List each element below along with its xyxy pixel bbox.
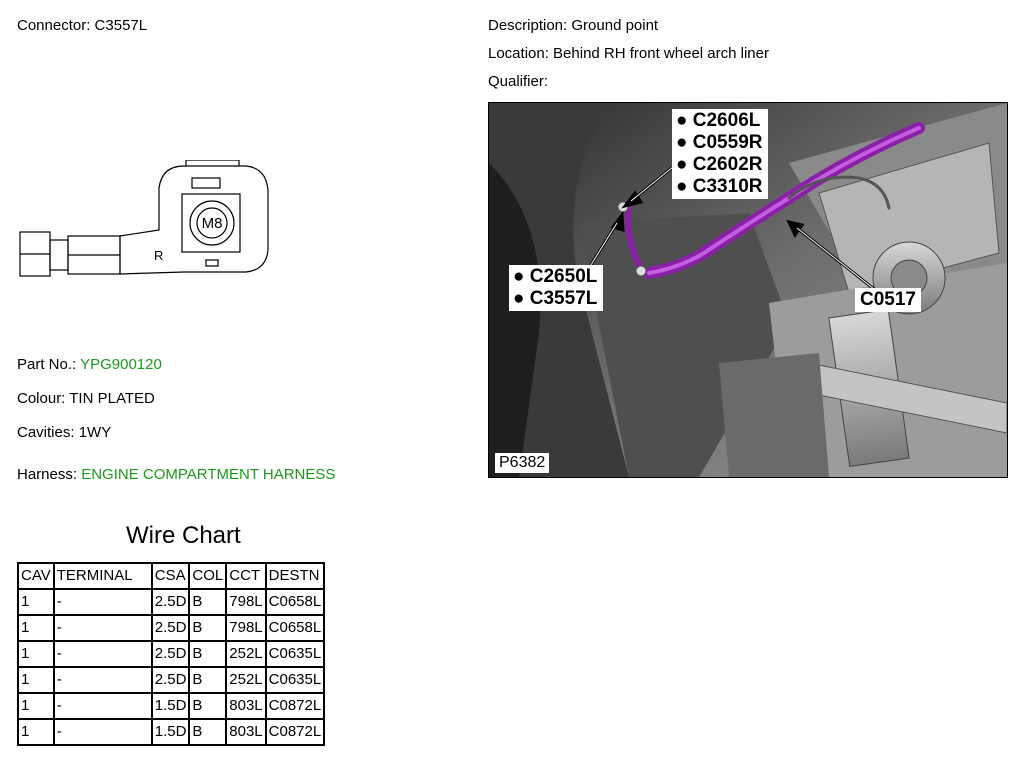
wire-chart-header-row bbox=[18, 563, 324, 589]
table-cell-destn: C0872L bbox=[266, 719, 325, 745]
table-cell-cav: 1 bbox=[18, 667, 54, 693]
table-cell-destn: C0872L bbox=[266, 693, 325, 719]
header-cct: CCT bbox=[226, 563, 265, 589]
qualifier-label: Qualifier: bbox=[488, 73, 549, 90]
table-row bbox=[18, 589, 324, 615]
callout-c2650l: ● C2650L bbox=[513, 266, 598, 287]
table-cell-cct: 252L bbox=[226, 641, 265, 667]
table-row bbox=[18, 615, 324, 641]
table-cell-csa: 1.5D bbox=[152, 693, 190, 719]
header-terminal: TERMINAL bbox=[54, 563, 152, 589]
table-cell-csa: 2.5D bbox=[152, 589, 190, 615]
callout-c2606l: ● C2606L bbox=[676, 110, 761, 131]
header-cav: CAV bbox=[18, 563, 54, 589]
location-photo bbox=[488, 102, 1008, 478]
table-cell-destn: C0658L bbox=[266, 615, 325, 641]
table-cell-cct: 798L bbox=[226, 589, 265, 615]
table-cell-col: B bbox=[189, 719, 226, 745]
table-cell-cav: 1 bbox=[18, 641, 54, 667]
callout-c0517: C0517 bbox=[855, 288, 921, 312]
connector-line bbox=[17, 17, 147, 35]
colour-label: Colour: bbox=[17, 390, 70, 407]
connector-label: Connector: bbox=[17, 17, 95, 34]
table-cell-col: B bbox=[189, 589, 226, 615]
table-cell-destn: C0635L bbox=[266, 667, 325, 693]
callout-c3557l: ● C3557L bbox=[513, 288, 598, 309]
table-cell-col: B bbox=[189, 615, 226, 641]
table-cell-csa: 2.5D bbox=[152, 667, 190, 693]
location-value: Behind RH front wheel arch liner bbox=[553, 45, 769, 62]
table-cell-terminal: - bbox=[54, 589, 152, 615]
wire-chart-table bbox=[17, 562, 325, 746]
location-label: Location: bbox=[488, 45, 554, 62]
harness-line bbox=[17, 466, 335, 484]
table-cell-cct: 252L bbox=[226, 667, 265, 693]
table-cell-col: B bbox=[189, 693, 226, 719]
table-cell-terminal: - bbox=[54, 641, 152, 667]
table-cell-csa: 2.5D bbox=[152, 641, 190, 667]
stud-size-label: M8 bbox=[201, 215, 223, 232]
table-cell-terminal: - bbox=[54, 719, 152, 745]
table-cell-destn: C0658L bbox=[266, 589, 325, 615]
qualifier-line bbox=[488, 73, 548, 91]
part-no-link[interactable]: YPG900120 bbox=[80, 356, 162, 373]
harness-link[interactable]: ENGINE COMPARTMENT HARNESS bbox=[81, 466, 336, 483]
table-cell-terminal: - bbox=[54, 615, 152, 641]
table-cell-destn: C0635L bbox=[266, 641, 325, 667]
connector-value: C3557L bbox=[94, 17, 148, 34]
table-row bbox=[18, 693, 324, 719]
table-cell-col: B bbox=[189, 641, 226, 667]
colour-value: TIN PLATED bbox=[69, 390, 155, 407]
table-row bbox=[18, 667, 324, 693]
cavities-line bbox=[17, 424, 111, 442]
table-cell-col: B bbox=[189, 667, 226, 693]
callout-left-group bbox=[509, 265, 603, 311]
table-cell-terminal: - bbox=[54, 693, 152, 719]
table-cell-cav: 1 bbox=[18, 719, 54, 745]
orientation-mark: R bbox=[154, 248, 164, 263]
header-destn: DESTN bbox=[266, 563, 325, 589]
header-col: COL bbox=[189, 563, 226, 589]
callout-c2602r: ● C2602R bbox=[676, 154, 763, 175]
part-no-label: Part No.: bbox=[17, 356, 81, 373]
table-cell-csa: 2.5D bbox=[152, 615, 190, 641]
cavities-value: 1WY bbox=[78, 424, 112, 441]
table-cell-terminal: - bbox=[54, 667, 152, 693]
colour-line bbox=[17, 390, 155, 408]
wire-chart-title: Wire Chart bbox=[126, 522, 241, 549]
description-line bbox=[488, 17, 658, 35]
description-value: Ground point bbox=[571, 17, 659, 34]
part-no-line bbox=[17, 356, 162, 374]
table-cell-cav: 1 bbox=[18, 615, 54, 641]
table-cell-cav: 1 bbox=[18, 589, 54, 615]
table-row bbox=[18, 719, 324, 745]
callout-c3310r: ● C3310R bbox=[676, 176, 763, 197]
table-cell-cav: 1 bbox=[18, 693, 54, 719]
connector-drawing bbox=[14, 160, 274, 285]
table-cell-csa: 1.5D bbox=[152, 719, 190, 745]
location-line bbox=[488, 45, 769, 63]
table-row bbox=[18, 641, 324, 667]
header-csa: CSA bbox=[152, 563, 190, 589]
table-cell-cct: 803L bbox=[226, 719, 265, 745]
figure-id: P6382 bbox=[495, 453, 549, 473]
harness-label: Harness: bbox=[17, 466, 82, 483]
description-label: Description: bbox=[488, 17, 572, 34]
callout-top-group bbox=[672, 109, 768, 199]
table-cell-cct: 798L bbox=[226, 615, 265, 641]
cavities-label: Cavities: bbox=[17, 424, 79, 441]
table-cell-cct: 803L bbox=[226, 693, 265, 719]
callout-c0559r: ● C0559R bbox=[676, 132, 763, 153]
